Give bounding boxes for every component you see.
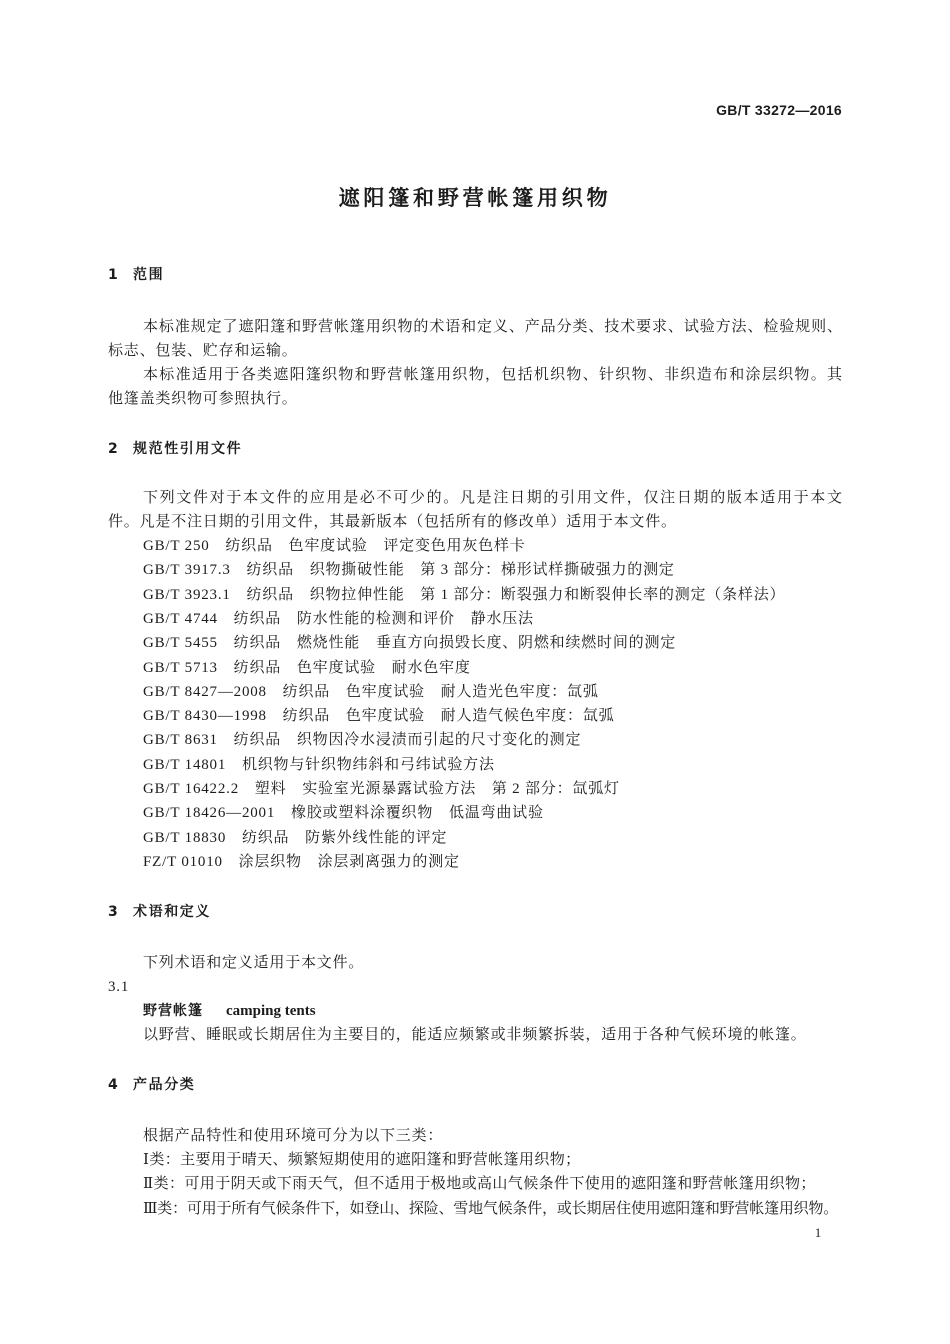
- reference-item: GB/T 4744 纺织品 防水性能的检测和评价 静水压法: [143, 611, 534, 627]
- term-number: 3.1: [108, 979, 130, 995]
- reference-item: GB/T 8427—2008 纺织品 色牢度试验 耐人造光色牢度：氙弧: [143, 684, 599, 700]
- reference-item: GB/T 8631 纺织品 织物因冷水浸渍而引起的尺寸变化的测定: [143, 732, 582, 748]
- term-definition: 以野营、睡眠或长期居住为主要目的，能适应频繁或非频繁拆装，适用于各种气候环境的帐篷。: [143, 1027, 807, 1043]
- reference-item: GB/T 14801 机织物与针织物纬斜和弓纬试验方法: [143, 757, 495, 773]
- page-number: 1: [814, 1225, 822, 1240]
- paragraph-line: 本标准规定了遮阳篷和野营帐篷用织物的术语和定义、产品分类、技术要求、试验方法、检验规则、: [143, 319, 842, 335]
- term-chinese: 野营帐篷: [143, 1003, 203, 1019]
- section-heading: [108, 263, 708, 287]
- section-heading: [108, 1073, 708, 1097]
- paragraph-line: 标志、包装、贮存和运输。: [108, 343, 298, 359]
- class-item: Ⅰ类：主要用于晴天、频繁短期使用的遮阳篷和野营帐篷用织物；: [143, 1152, 581, 1168]
- reference-item: FZ/T 01010 涂层织物 涂层剥离强力的测定: [143, 854, 460, 870]
- section-title: 术语和定义: [133, 904, 211, 920]
- reference-item: GB/T 3923.1 纺织品 织物拉伸性能 第 1 部分：断裂强力和断裂伸长率的测定（条样法）: [143, 587, 786, 603]
- section-title: 范围: [133, 267, 165, 283]
- standard-code: GB/T 33272—2016: [716, 102, 842, 118]
- section-number: 2: [108, 441, 118, 457]
- section-heading: [108, 900, 708, 924]
- section-number: 3: [108, 904, 118, 920]
- reference-item: GB/T 8430—1998 纺织品 色牢度试验 耐人造气候色牢度：氙弧: [143, 708, 615, 724]
- section-title: 规范性引用文件: [133, 441, 243, 457]
- reference-item: GB/T 5455 纺织品 燃烧性能 垂直方向损毁长度、阴燃和续燃时间的测定: [143, 635, 677, 651]
- reference-item: GB/T 18426—2001 橡胶或塑料涂覆织物 低温弯曲试验: [143, 805, 544, 821]
- paragraph-line: 下列文件对于本文件的应用是必不可少的。凡是注日期的引用文件，仅注日期的版本适用于本文: [143, 490, 842, 506]
- section-number: 1: [108, 267, 118, 283]
- term-english: camping tents: [226, 1003, 316, 1019]
- document-title: 遮阳篷和野营帐篷用织物: [338, 186, 612, 210]
- reference-item: GB/T 5713 纺织品 色牢度试验 耐水色牢度: [143, 660, 471, 676]
- paragraph-line: 本标准适用于各类遮阳篷织物和野营帐篷用织物，包括机织物、针织物、非织造布和涂层织物。其: [143, 367, 842, 383]
- reference-item: GB/T 18830 纺织品 防紫外线性能的评定: [143, 830, 448, 846]
- section-number: 4: [108, 1077, 118, 1093]
- class-item: Ⅱ类：可用于阴天或下雨天气，但不适用于极地或高山气候条件下使用的遮阳篷和野营帐篷用织物；: [143, 1176, 816, 1192]
- paragraph-line: 他篷盖类织物可参照执行。: [108, 391, 298, 407]
- section-title: 产品分类: [133, 1077, 196, 1093]
- reference-item: GB/T 250 纺织品 色牢度试验 评定变色用灰色样卡: [143, 538, 526, 554]
- paragraph-line: 件。凡是不注日期的引用文件，其最新版本（包括所有的修改单）适用于本文件。: [108, 514, 677, 530]
- reference-item: GB/T 16422.2 塑料 实验室光源暴露试验方法 第 2 部分：氙弧灯: [143, 781, 620, 797]
- class-item: Ⅲ类：可用于所有气候条件下，如登山、探险、雪地气候条件，或长期居住使用遮阳篷和野营帐篷用织物。: [143, 1201, 839, 1217]
- paragraph-line: 下列术语和定义适用于本文件。: [143, 955, 365, 971]
- paragraph-line: 根据产品特性和使用环境可分为以下三类：: [143, 1128, 444, 1144]
- section-heading: [108, 437, 708, 461]
- reference-item: GB/T 3917.3 纺织品 织物撕破性能 第 3 部分：梯形试样撕破强力的测定: [143, 562, 675, 578]
